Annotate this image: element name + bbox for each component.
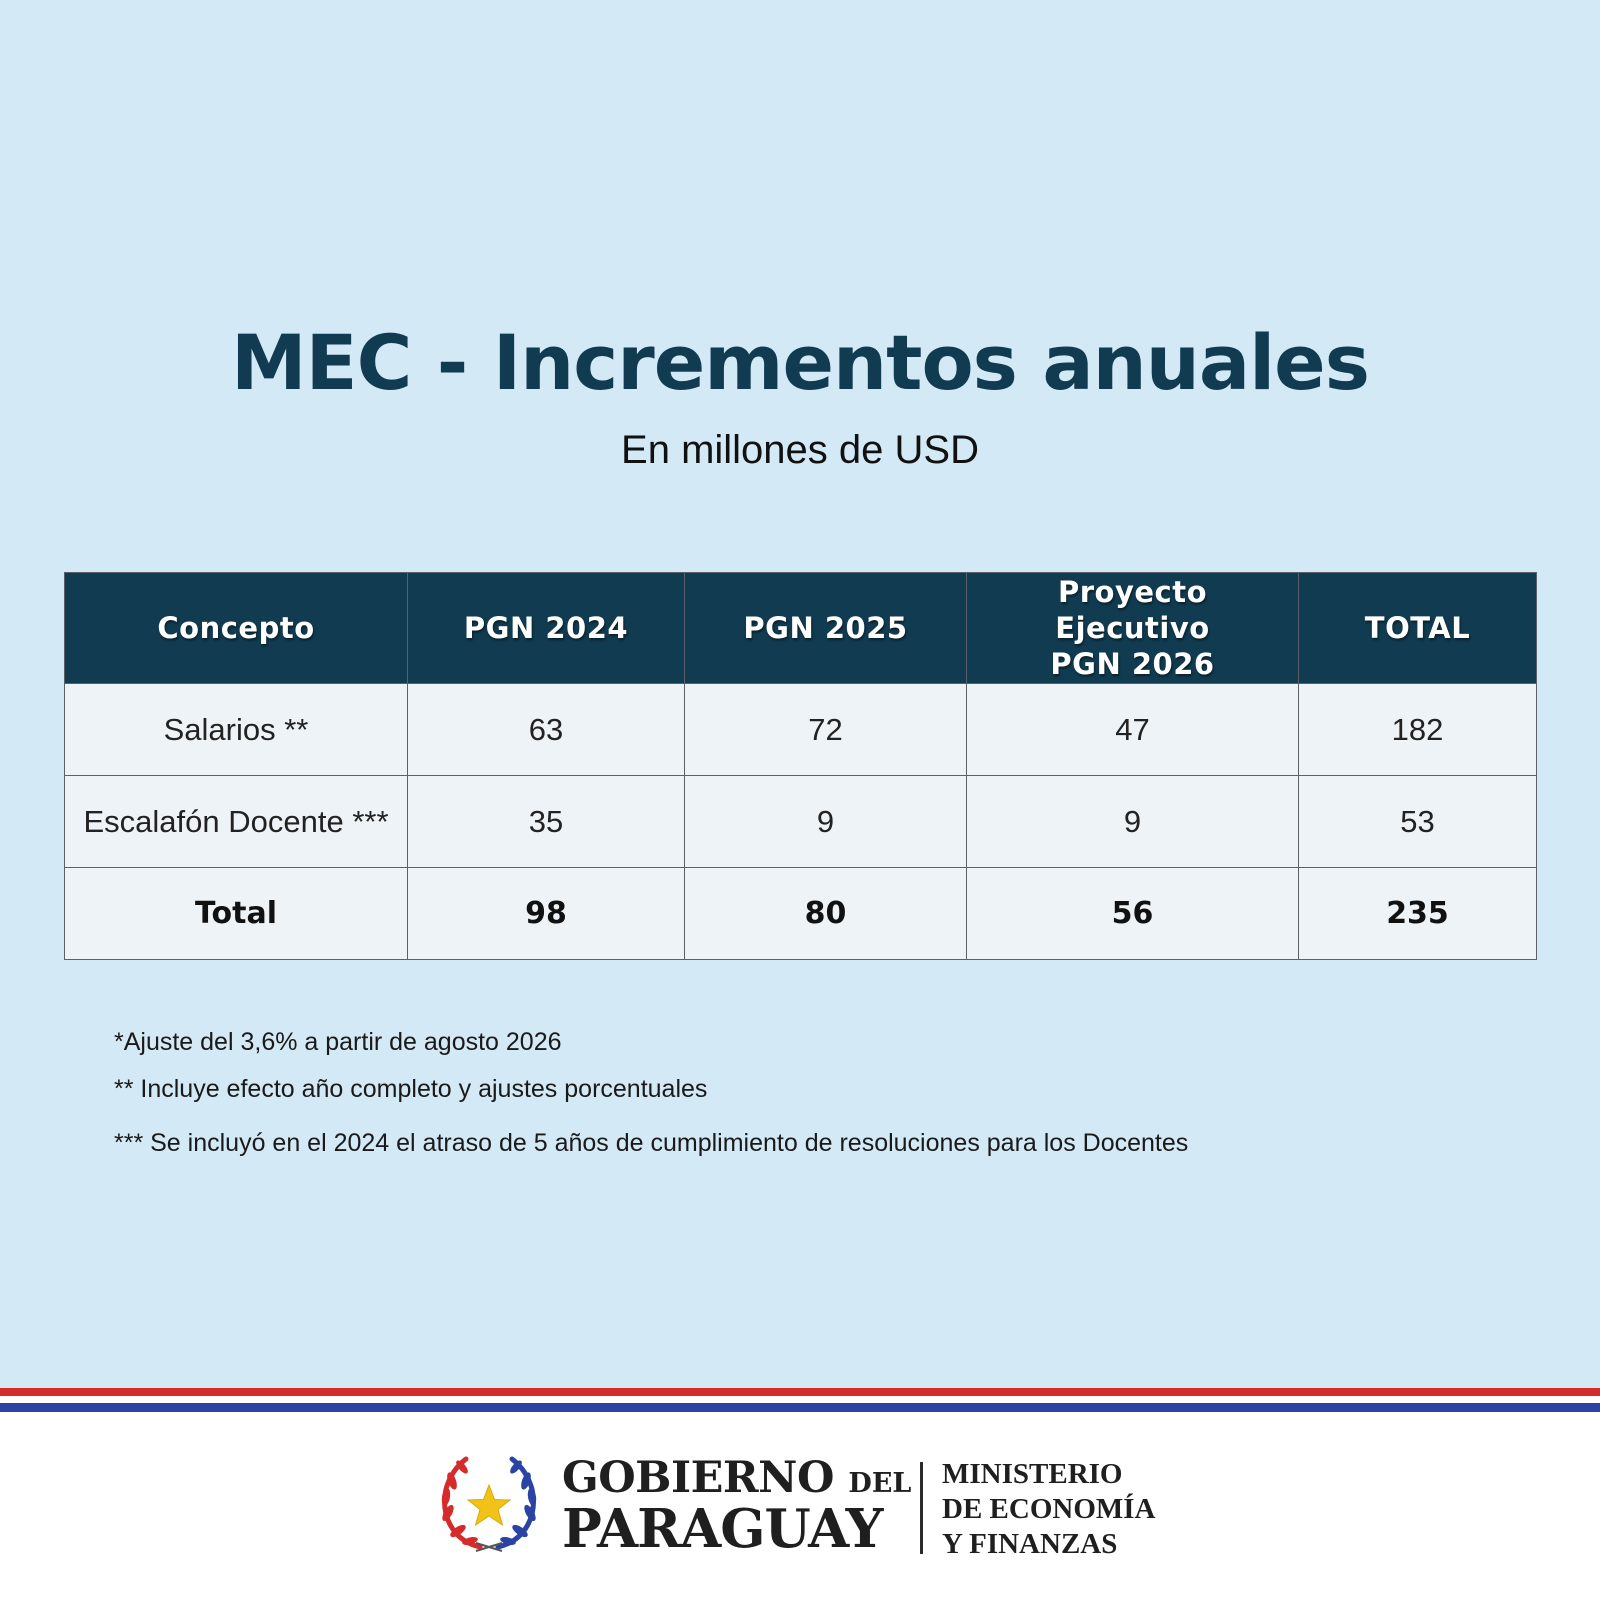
gobierno-word: GOBIERNO [562, 1453, 834, 1503]
cell-escalafon-total: 53 [1299, 776, 1537, 868]
table-row-salarios [65, 684, 1537, 776]
chart-title: MEC - Incrementos anuales [231, 318, 1369, 407]
chart-subtitle: En millones de USD [621, 428, 979, 472]
cell-escalafon-pgn-2025: 9 [685, 776, 967, 868]
data-table [64, 572, 1536, 960]
header-total: TOTAL [1299, 573, 1537, 684]
cell-escalafon-pgn-2024: 35 [408, 776, 685, 868]
cell-total-total: 235 [1299, 868, 1537, 960]
table-row-total [65, 868, 1537, 960]
header-col4-line3: PGN 2026 [1050, 647, 1215, 681]
gobierno-line2: PARAGUAY [562, 1498, 883, 1560]
cell-total-pgn-2025: 80 [685, 868, 967, 960]
ministry-name [942, 1457, 1155, 1562]
row-label-escalafon: Escalafón Docente *** [65, 776, 408, 868]
footnote-2: ** Incluye efecto año completo y ajustes porcentuales [114, 1075, 708, 1103]
ministry-line2: DE ECONOMÍA [942, 1493, 1156, 1525]
row-label-total: Total [65, 868, 408, 960]
gobierno-del: DEL [848, 1468, 912, 1499]
header-pgn-2024: PGN 2024 [408, 573, 685, 684]
cell-escalafon-pgn-2026: 9 [967, 776, 1299, 868]
table-row-escalafon [65, 776, 1537, 868]
logo-divider [920, 1462, 923, 1554]
header-proyecto-ejecutivo-pgn-2026 [967, 573, 1299, 684]
cell-total-pgn-2026: 56 [967, 868, 1299, 960]
header-col4-line1: Proyecto [1057, 575, 1208, 609]
cell-salarios-pgn-2024: 63 [408, 684, 685, 776]
paraguay-coat-of-arms-icon [436, 1455, 544, 1555]
ministry-line3: Y FINANZAS [942, 1528, 1118, 1560]
cell-total-pgn-2024: 98 [408, 868, 685, 960]
header-col4-line2: Ejecutivo [1055, 611, 1210, 645]
flag-stripe-blue [0, 1403, 1600, 1412]
cell-salarios-pgn-2026: 47 [967, 684, 1299, 776]
table-header-row [65, 573, 1537, 684]
footnote-1: *Ajuste del 3,6% a partir de agosto 2026 [114, 1028, 562, 1056]
header-concepto: Concepto [65, 573, 408, 684]
cell-salarios-pgn-2025: 72 [685, 684, 967, 776]
ministry-line1: MINISTERIO [942, 1458, 1123, 1490]
flag-stripe-white [0, 1396, 1600, 1403]
footnote-3: *** Se incluyó en el 2024 el atraso de 5 años de cumplimiento de resoluciones para los Docentes [114, 1129, 1189, 1157]
flag-stripe-red [0, 1388, 1600, 1396]
row-label-salarios: Salarios ** [65, 684, 408, 776]
cell-salarios-total: 182 [1299, 684, 1537, 776]
header-pgn-2025: PGN 2025 [685, 573, 967, 684]
